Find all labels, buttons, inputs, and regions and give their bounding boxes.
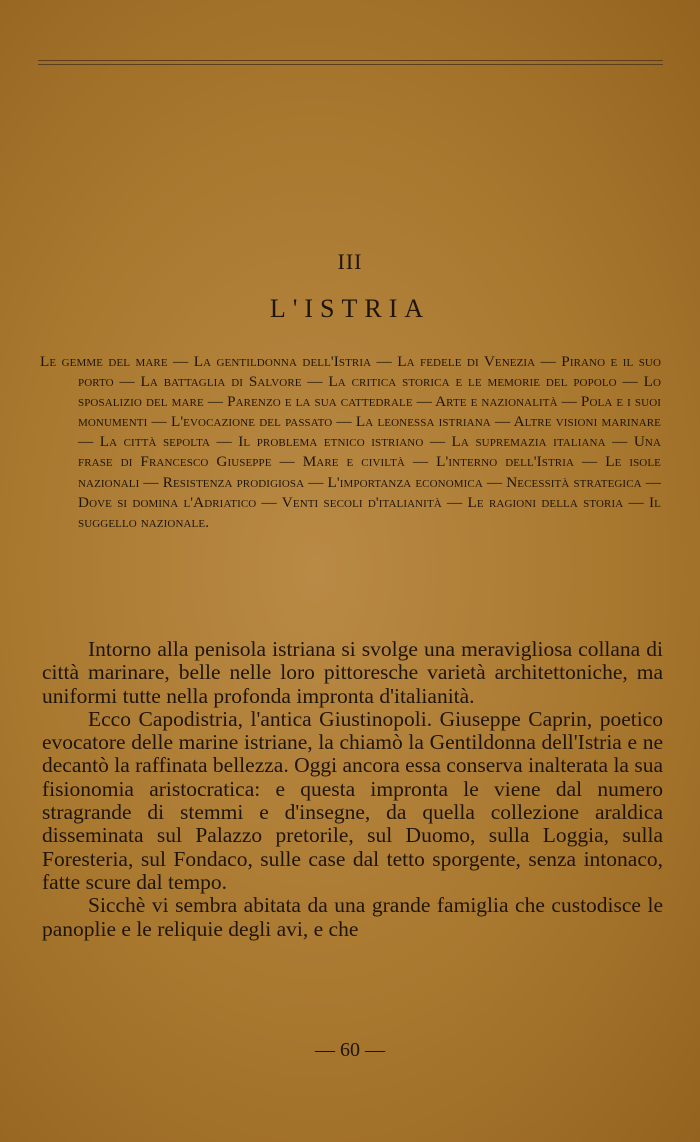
chapter-summary: Le gemme del mare — La gentildonna dell'Istria — La fedele di Venezia — Pirano e il suo porto — La battaglia di Salvore — La critica storica e le memorie del popolo — Lo sposalizio del mare — Parenzo e la sua cattedrale — Arte e nazionalità — Pola e i suoi monumenti — L'evocazione del passato — La leonessa istriana — Altre visioni marinare — La città sepolta — Il problema etnico istriano — La supremazia italiana — Una frase di Francesco Giuseppe — Mare e civiltà — L'interno dell'Istria — Le isole nazionali — Resistenza prodigiosa — L'importanza economica — Necessità strategica — Dove si domina l'Adriatico — Venti secoli d'italianità — Le ragioni della storia — Il suggello nazionale. xyxy=(40,353,661,531)
paragraph: Intorno alla penisola istriana si svolge una meravigliosa collana di città marinare, belle nelle loro pittoresche varietà architettoniche, ma uniformi tutte nella profonda impronta d'italianità. xyxy=(42,637,663,708)
paragraph: Ecco Capodistria, l'antica Giustinopoli. Giuseppe Caprin, poetico evocatore delle marine istriane, la chiamò la Gentildonna dell'Istria e ne decantò la raffinata bellezza. Oggi ancora essa conserva inalterata la sua fisionomia aristocratica: e questa impronta le viene dal numero stragrande di stemmi e d'insegne, da quella collezione araldica disseminata sul Palazzo pretorile, sul Duomo, sulla Loggia, sulla Foresteria, sul Fondaco, sulle case dal tetto sporgente, senza intonaco, fatte scure dal tempo. xyxy=(42,706,663,894)
header-rule xyxy=(38,60,663,61)
header-rule xyxy=(38,64,663,65)
chapter-number: III xyxy=(337,249,363,274)
body-text xyxy=(42,638,663,941)
chapter-title: L'ISTRIA xyxy=(269,294,431,323)
page-number: — 60 — xyxy=(315,1039,385,1061)
paragraph: Sicchè vi sembra abitata da una grande famiglia che custodisce le panoplie e le reliquie degli avi, e che xyxy=(42,893,663,941)
